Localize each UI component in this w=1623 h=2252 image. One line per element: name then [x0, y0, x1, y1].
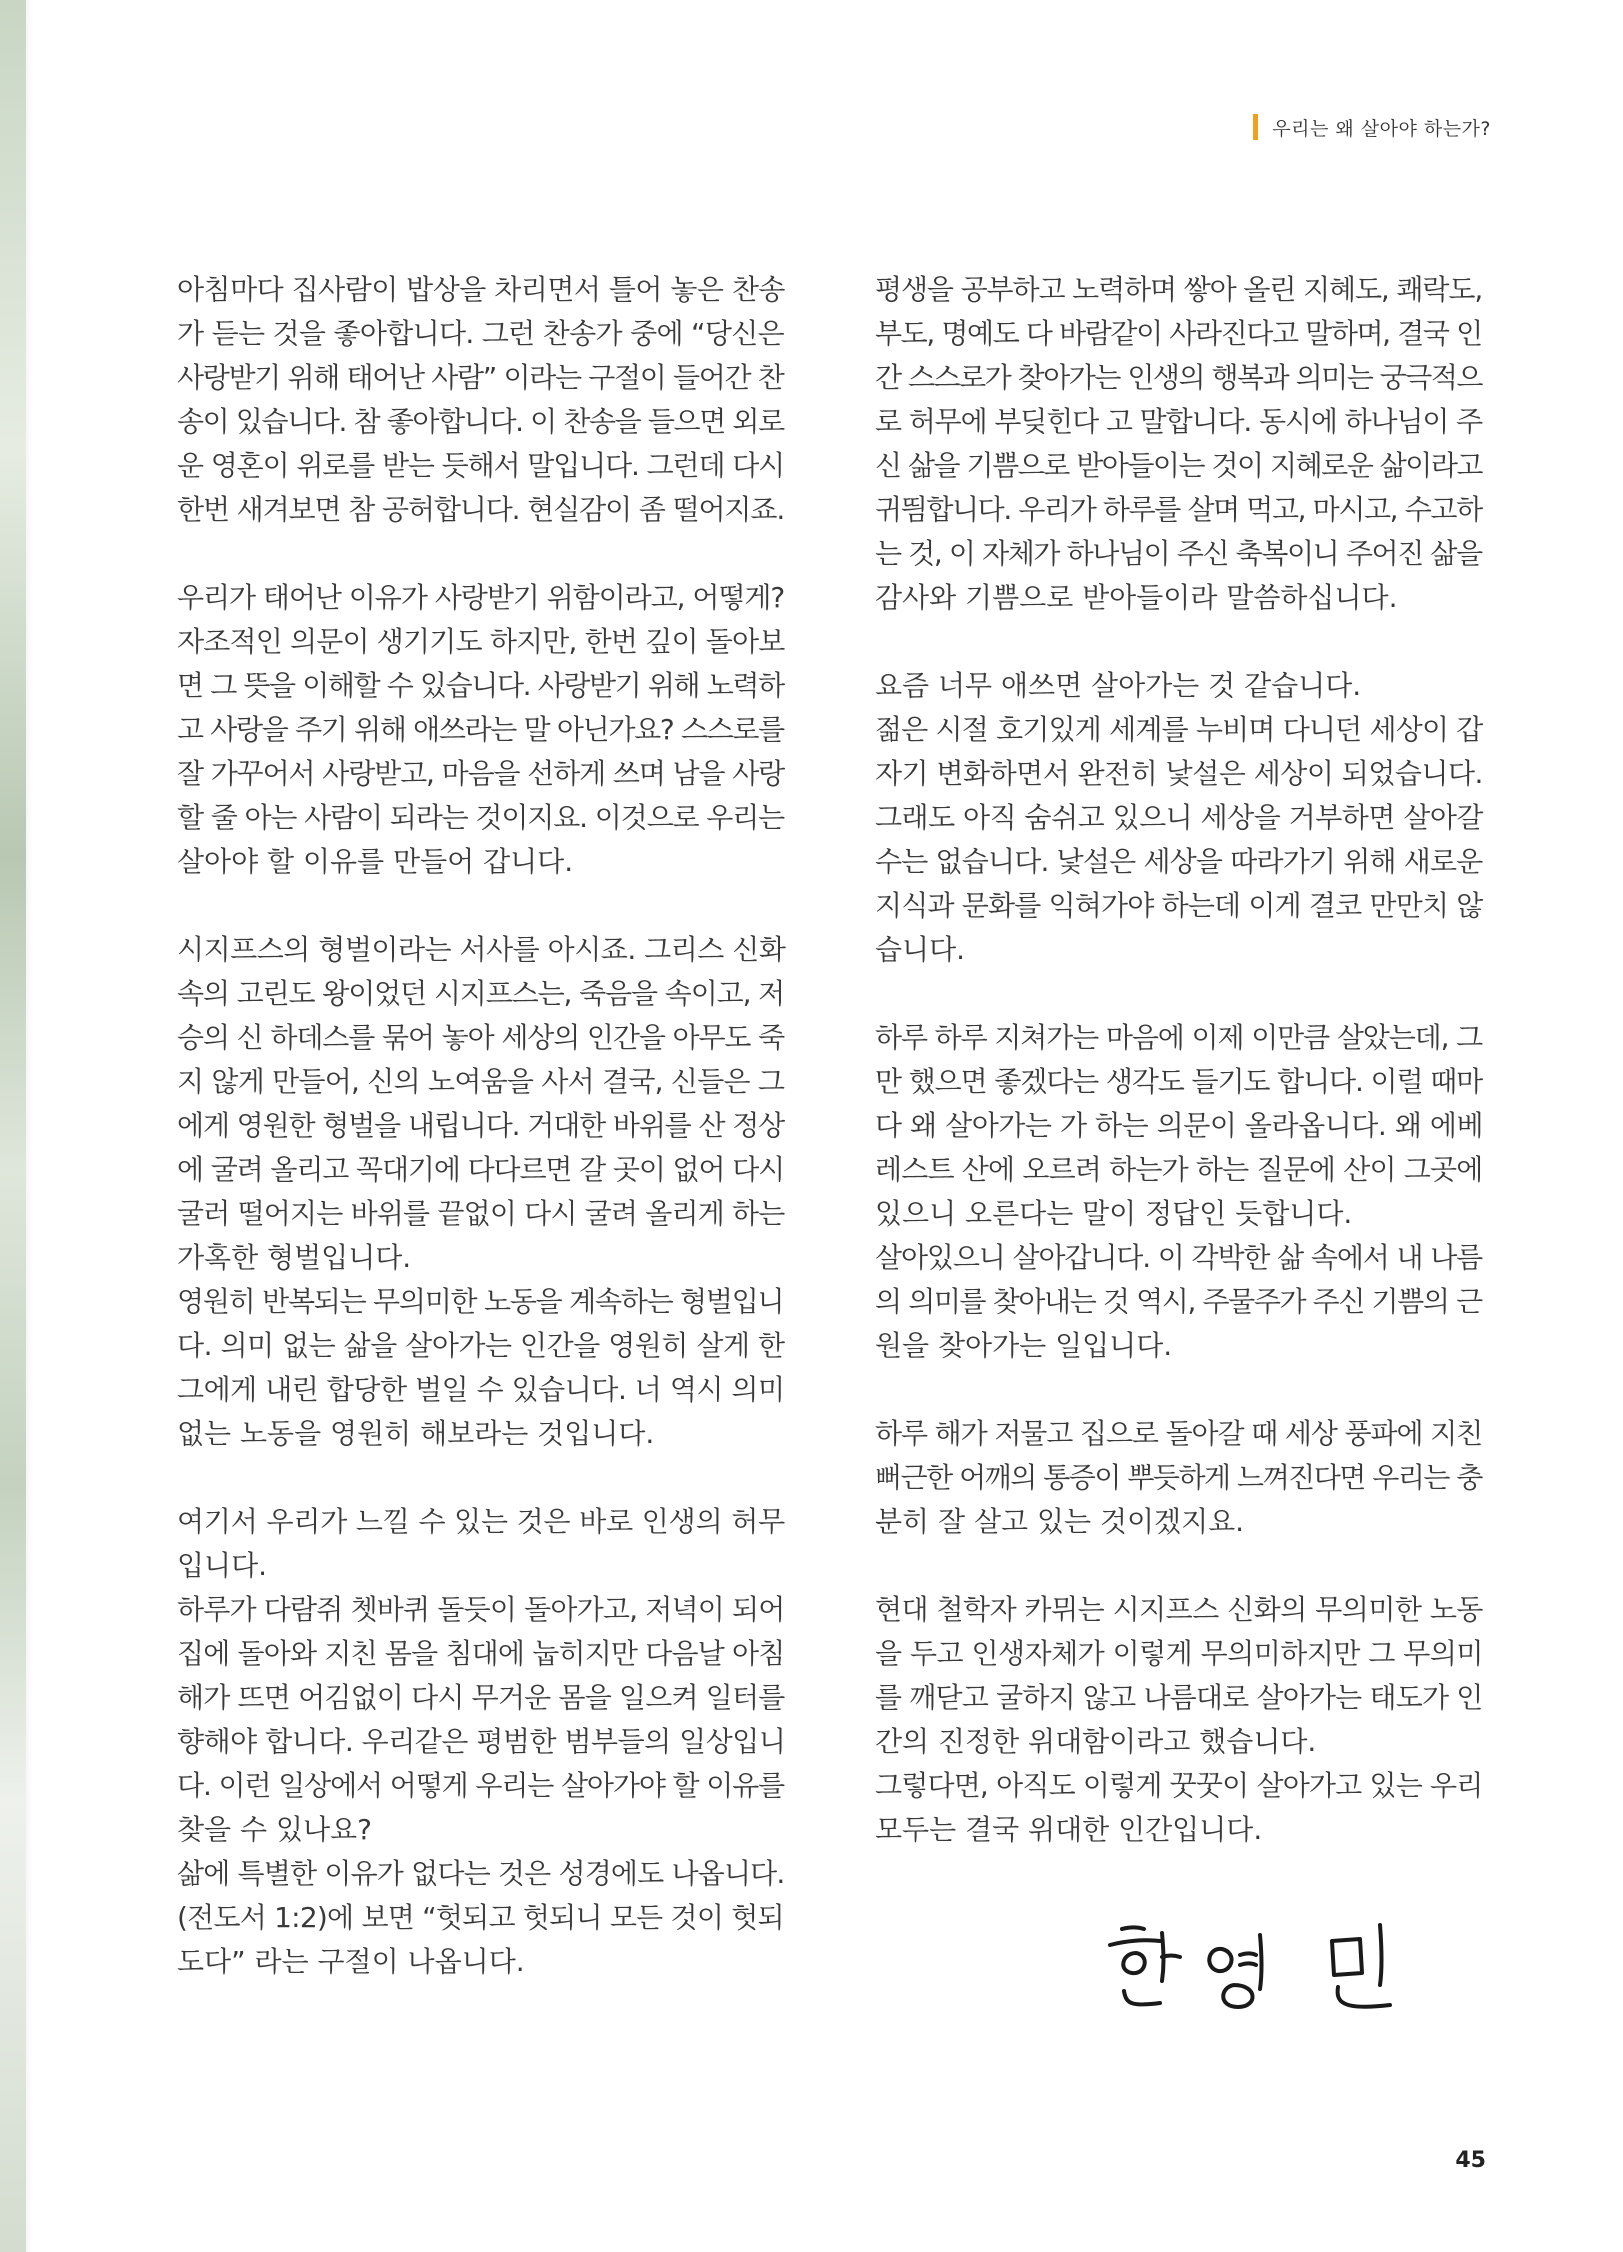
page-number: 45	[1455, 2148, 1486, 2173]
text-line: 하루가 다람쥐 쳇바퀴 돌듯이 돌아가고, 저녁이 되어	[177, 1593, 785, 1626]
text-line: 현대 철학자 카뮈는 시지프스 신화의 무의미한 노동	[875, 1593, 1483, 1626]
text-line: 지식과 문화를 익혀가야 하는데 이게 결코 만만치 않	[875, 889, 1483, 922]
text-line: 의 의미를 찾아내는 것 역시, 주물주가 주신 기쁨의 근	[875, 1285, 1482, 1318]
paragraph	[177, 576, 785, 884]
text-line: 귀띔합니다. 우리가 하루를 살며 먹고, 마시고, 수고하	[875, 493, 1482, 526]
text-line: 시지프스의 형벌이라는 서사를 아시죠. 그리스 신화	[177, 933, 786, 966]
text-line: 속의 고린도 왕이었던 시지프스는, 죽음을 속이고, 저	[177, 977, 785, 1010]
text-line: 살아야 할 이유를 만들어 갑니다.	[177, 845, 574, 878]
text-line: 송이 있습니다. 참 좋아합니다. 이 찬송을 들으면 외로	[177, 405, 784, 438]
text-line: 간 스스로가 찾아가는 인생의 행복과 의미는 궁극적으	[875, 361, 1482, 394]
paragraph	[875, 664, 1483, 972]
text-line: 레스트 산에 오르려 하는가 하는 질문에 산이 그곳에	[875, 1153, 1483, 1186]
text-line: 을 두고 인생자체가 이렇게 무의미하지만 그 무의미	[875, 1637, 1483, 1670]
text-line: 면 그 뜻을 이해할 수 있습니다. 사랑받기 위해 노력하	[177, 669, 784, 702]
text-line: 모두는 결국 위대한 인간입니다.	[875, 1813, 1263, 1846]
text-line: 를 깨닫고 굴하지 않고 나름대로 살아가는 태도가 인	[875, 1681, 1483, 1714]
paragraph	[875, 1412, 1483, 1544]
text-line: 감사와 기쁨으로 받아들이라 말씀하십니다.	[875, 581, 1398, 614]
text-line: 한번 새겨보면 참 공허합니다. 현실감이 좀 떨어지죠.	[177, 493, 785, 526]
text-line: 수는 없습니다. 낯설은 세상을 따라가기 위해 새로운	[875, 845, 1483, 878]
header-accent-bar	[1253, 114, 1258, 140]
text-line: 운 영혼이 위로를 받는 듯해서 말입니다. 그런데 다시	[177, 449, 785, 482]
paragraph	[177, 928, 785, 1456]
text-line: 가 듣는 것을 좋아합니다. 그런 찬송가 중에 “당신은	[177, 317, 784, 350]
text-line: 우리가 태어난 이유가 사랑받기 위함이라고, 어떻게?	[177, 581, 785, 614]
text-line: 원을 찾아가는 일입니다.	[875, 1329, 1173, 1362]
text-line: 그래도 아직 숨쉬고 있으니 세상을 거부하면 살아갈	[875, 801, 1483, 834]
running-title: 우리는 왜 살아야 하는가?	[1272, 117, 1491, 140]
text-line: 분히 잘 살고 있는 것이겠지요.	[875, 1505, 1245, 1538]
text-line: 다. 이런 일상에서 어떻게 우리는 살아가야 할 이유를	[177, 1769, 785, 1802]
text-line: 자기 변화하면서 완전히 낯설은 세상이 되었습니다.	[875, 757, 1483, 790]
text-line: 에 굴려 올리고 꼭대기에 다다르면 갈 곳이 없어 다시	[177, 1153, 785, 1186]
text-line: 해가 뜨면 어김없이 다시 무거운 몸을 일으켜 일터를	[177, 1681, 785, 1714]
text-line: 할 줄 아는 사람이 되라는 것이지요. 이것으로 우리는	[177, 801, 785, 834]
text-line: 굴러 떨어지는 바위를 끝없이 다시 굴려 올리게 하는	[177, 1197, 785, 1230]
decorative-leaf-strip	[0, 0, 26, 2252]
right-text-column	[875, 268, 1483, 1896]
text-line: 아침마다 집사람이 밥상을 차리면서 틀어 놓은 찬송	[177, 273, 785, 306]
text-line: 다 왜 살아가는 가 하는 의문이 올라옵니다. 왜 에베	[875, 1109, 1484, 1142]
text-line: 다. 의미 없는 삶을 살아가는 인간을 영원히 살게 한	[177, 1329, 785, 1362]
handwritten-signature	[1100, 1915, 1430, 2025]
text-line: 있으니 오른다는 말이 정답인 듯합니다.	[875, 1197, 1353, 1230]
text-line: 부도, 명예도 다 바람같이 사라진다고 말하며, 결국 인	[875, 317, 1482, 350]
text-line: 집에 돌아와 지친 몸을 침대에 눕히지만 다음날 아침	[177, 1637, 785, 1670]
paragraph	[177, 268, 785, 532]
text-line: 도다” 라는 구절이 나옵니다.	[177, 1945, 525, 1978]
text-line: 잘 가꾸어서 사랑받고, 마음을 선하게 쓰며 남을 사랑	[177, 757, 785, 790]
text-line: (전도서 1:2)에 보면 “헛되고 헛되니 모든 것이 헛되	[177, 1901, 784, 1934]
text-line: 자조적인 의문이 생기기도 하지만, 한번 깊이 돌아보	[177, 625, 785, 658]
text-line: 젊은 시절 호기있게 세계를 누비며 다니던 세상이 갑	[875, 713, 1483, 746]
text-line: 로 허무에 부딪힌다 고 말합니다. 동시에 하나님이 주	[875, 405, 1483, 438]
text-line: 찾을 수 있나요?	[177, 1813, 372, 1846]
paragraph	[875, 1016, 1483, 1368]
text-line: 습니다.	[875, 933, 966, 966]
text-line: 만 했으면 좋겠다는 생각도 들기도 합니다. 이럴 때마	[875, 1065, 1483, 1098]
text-line: 사랑받기 위해 태어난 사람” 이라는 구절이 들어간 찬	[177, 361, 784, 394]
text-line: 승의 신 하데스를 묶어 놓아 세상의 인간을 아무도 죽	[177, 1021, 785, 1054]
text-line: 고 사랑을 주기 위해 애쓰라는 말 아닌가요? 스스로를	[177, 713, 784, 746]
running-header	[1253, 113, 1491, 141]
text-line: 가혹한 형벌입니다.	[177, 1241, 412, 1274]
text-line: 향해야 합니다. 우리같은 평범한 범부들의 일상입니	[177, 1725, 786, 1758]
text-line: 그에게 내린 합당한 벌일 수 있습니다. 너 역시 의미	[177, 1373, 785, 1406]
text-line: 뻐근한 어깨의 통증이 뿌듯하게 느껴진다면 우리는 충	[875, 1461, 1482, 1494]
text-line: 평생을 공부하고 노력하며 쌓아 올린 지혜도, 쾌락도,	[875, 273, 1483, 306]
text-line: 살아있으니 살아갑니다. 이 각박한 삶 속에서 내 나름	[875, 1241, 1483, 1274]
text-line: 는 것, 이 자체가 하나님이 주신 축복이니 주어진 삶을	[875, 537, 1482, 570]
text-line: 여기서 우리가 느낄 수 있는 것은 바로 인생의 허무	[177, 1505, 786, 1538]
text-line: 하루 하루 지쳐가는 마음에 이제 이만큼 살았는데, 그	[875, 1021, 1483, 1054]
text-line: 그렇다면, 아직도 이렇게 꿋꿋이 살아가고 있는 우리	[875, 1769, 1483, 1802]
left-text-column	[177, 268, 785, 2028]
paragraph	[875, 268, 1483, 620]
paragraph	[177, 1500, 785, 1984]
text-line: 입니다.	[177, 1549, 268, 1582]
text-line: 요즘 너무 애쓰면 살아가는 것 같습니다.	[875, 669, 1362, 702]
text-line: 신 삶을 기쁨으로 받아들이는 것이 지혜로운 삶이라고	[875, 449, 1482, 482]
paragraph	[875, 1588, 1483, 1852]
text-line: 삶에 특별한 이유가 없다는 것은 성경에도 나옵니다.	[177, 1857, 785, 1890]
text-line: 영원히 반복되는 무의미한 노동을 계속하는 형벌입니	[177, 1285, 784, 1318]
text-line: 없는 노동을 영원히 해보라는 것입니다.	[177, 1417, 655, 1450]
text-line: 간의 진정한 위대함이라고 했습니다.	[875, 1725, 1317, 1758]
text-line: 하루 해가 저물고 집으로 돌아갈 때 세상 풍파에 지친	[875, 1417, 1483, 1450]
text-line: 지 않게 만들어, 신의 노여움을 사서 결국, 신들은 그	[177, 1065, 785, 1098]
text-line: 에게 영원한 형벌을 내립니다. 거대한 바위를 산 정상	[177, 1109, 785, 1142]
